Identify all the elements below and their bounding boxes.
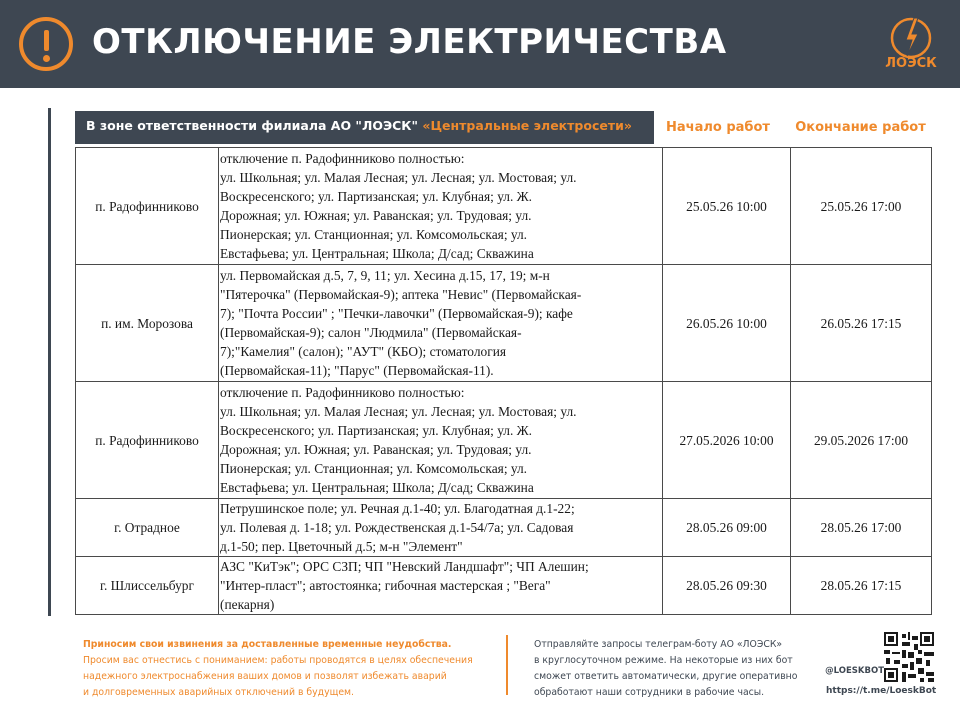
responsibility-branch: «Центральные электросети» bbox=[422, 118, 632, 133]
address-cell bbox=[219, 382, 663, 499]
bot-link[interactable]: https://t.me/LoeskBot bbox=[826, 686, 937, 696]
note-line: и долговременных аварийных отключений в будущем. bbox=[83, 687, 355, 698]
address-line: отключение п. Радофинниково полностью: bbox=[220, 385, 465, 400]
address-line: отключение п. Радофинниково полностью: bbox=[220, 151, 465, 166]
address-line: Евстафьева; ул. Центральная; Школа; Д/сад; Скважина bbox=[220, 246, 534, 261]
note-line: надежного электроснабжения ваших домов и позволят избежать аварий bbox=[83, 671, 447, 682]
logo-text: ЛОЭСК bbox=[885, 56, 937, 71]
address-line: Воскресенского; ул. Партизанская; ул. Клубная; ул. Ж. bbox=[220, 423, 533, 438]
address-line: "Пятерочка" (Первомайская-9); аптека "Невис" (Первомайская- bbox=[220, 287, 582, 302]
left-accent-line bbox=[48, 108, 51, 616]
header-bar bbox=[0, 0, 960, 88]
end-time-cell: 28.05.26 17:15 bbox=[791, 557, 932, 615]
address-line: Евстафьева; ул. Центральная; Школа; Д/сад; Скважина bbox=[220, 480, 534, 495]
warning-icon bbox=[19, 17, 73, 71]
end-time-cell: 26.05.26 17:15 bbox=[791, 265, 932, 382]
table-row bbox=[76, 265, 932, 382]
start-time-cell: 26.05.26 10:00 bbox=[663, 265, 791, 382]
bot-info-line: сможет ответить автоматически, другие оперативно bbox=[534, 671, 798, 682]
address-cell bbox=[219, 557, 663, 615]
location-cell: г. Шлиссельбург bbox=[76, 557, 219, 615]
page-title: ОТКЛЮЧЕНИЕ ЭЛЕКТРИЧЕСТВА bbox=[92, 22, 727, 62]
start-time-cell: 25.05.26 10:00 bbox=[663, 148, 791, 265]
start-column-header: Начало работ bbox=[666, 120, 770, 135]
note-line: Просим вас отнестись с пониманием: работы проводятся в целях обеспечения bbox=[83, 655, 473, 666]
address-line: (Первомайская-11); "Парус" (Первомайская-11). bbox=[220, 363, 494, 378]
address-line: д.1-50; пер. Цветочный д.5; м-н "Элемент" bbox=[220, 539, 463, 554]
table-row bbox=[76, 148, 932, 265]
address-line: Дорожная; ул. Южная; ул. Раванская; ул. Трудовая; ул. bbox=[220, 208, 532, 223]
address-line: Воскресенского; ул. Партизанская; ул. Клубная; ул. Ж. bbox=[220, 189, 533, 204]
outage-table bbox=[75, 147, 932, 615]
address-line: ул. Школьная; ул. Малая Лесная; ул. Лесная; ул. Мостовая; ул. bbox=[220, 170, 577, 185]
bot-handle: @LOESKBOT bbox=[825, 666, 884, 676]
bot-info-block bbox=[534, 637, 812, 701]
address-line: 7); "Почта России" ; "Печки-лавочки" (Первомайская-9); кафе bbox=[220, 306, 573, 321]
responsibility-band bbox=[75, 111, 654, 144]
address-cell bbox=[219, 148, 663, 265]
end-time-cell: 28.05.26 17:00 bbox=[791, 499, 932, 557]
address-cell bbox=[219, 499, 663, 557]
location-cell: г. Отрадное bbox=[76, 499, 219, 557]
address-line: (пекарня) bbox=[220, 597, 275, 612]
end-time-cell: 29.05.2026 17:00 bbox=[791, 382, 932, 499]
address-line: "Интер-пласт"; автостоянка; гибочная мастерская ; "Вега" bbox=[220, 578, 551, 593]
end-column-header: Окончание работ bbox=[795, 120, 926, 135]
address-line: 7);"Камелия" (салон); "АУТ" (КБО); стоматология bbox=[220, 344, 507, 359]
bot-info-line: обработают наши сотрудники в рабочие часы. bbox=[534, 687, 765, 698]
table-row bbox=[76, 499, 932, 557]
start-time-cell: 28.05.26 09:00 bbox=[663, 499, 791, 557]
address-line: АЗС "КиТэк"; ОРС СЗП; ЧП "Невский Ландшафт"; ЧП Алешин; bbox=[220, 559, 589, 574]
outage-table-body bbox=[76, 148, 932, 615]
address-cell bbox=[219, 265, 663, 382]
footer-divider bbox=[506, 635, 508, 695]
table-row bbox=[76, 382, 932, 499]
address-line: ул. Первомайская д.5, 7, 9, 11; ул. Хесина д.15, 17, 19; м-н bbox=[220, 268, 550, 283]
responsibility-prefix: В зоне ответственности филиала АО "ЛОЭСК" bbox=[86, 118, 423, 133]
address-line: Пионерская; ул. Станционная; ул. Комсомольская; ул. bbox=[220, 461, 528, 476]
loesk-logo bbox=[880, 12, 942, 76]
address-line: Дорожная; ул. Южная; ул. Раванская; ул. Трудовая; ул. bbox=[220, 442, 532, 457]
address-line: ул. Полевая д. 1-18; ул. Рождественская д.1-54/7а; ул. Садовая bbox=[220, 520, 574, 535]
end-time-cell: 25.05.26 17:00 bbox=[791, 148, 932, 265]
location-cell: п. Радофинниково bbox=[76, 382, 219, 499]
bot-info-line: в круглосуточном режиме. На некоторые из них бот bbox=[534, 655, 793, 666]
address-line: (Первомайская-9); салон "Людмила" (Первомайская- bbox=[220, 325, 522, 340]
table-row bbox=[76, 557, 932, 615]
apology-block bbox=[83, 637, 503, 701]
apology-text: Приносим свои извинения за доставленные временные неудобства. bbox=[83, 639, 452, 650]
start-time-cell: 28.05.26 09:30 bbox=[663, 557, 791, 615]
qr-code-icon[interactable] bbox=[884, 632, 934, 682]
address-line: Петрушинское поле; ул. Речная д.1-40; ул. Благодатная д.1-22; bbox=[220, 501, 575, 516]
lightning-icon bbox=[880, 12, 942, 60]
location-cell: п. им. Морозова bbox=[76, 265, 219, 382]
address-line: Пионерская; ул. Станционная; ул. Комсомольская; ул. bbox=[220, 227, 528, 242]
start-time-cell: 27.05.2026 10:00 bbox=[663, 382, 791, 499]
bot-info-line: Отправляйте запросы телеграм-боту АО «ЛОЭСК» bbox=[534, 639, 783, 650]
location-cell: п. Радофинниково bbox=[76, 148, 219, 265]
address-line: ул. Школьная; ул. Малая Лесная; ул. Лесная; ул. Мостовая; ул. bbox=[220, 404, 577, 419]
